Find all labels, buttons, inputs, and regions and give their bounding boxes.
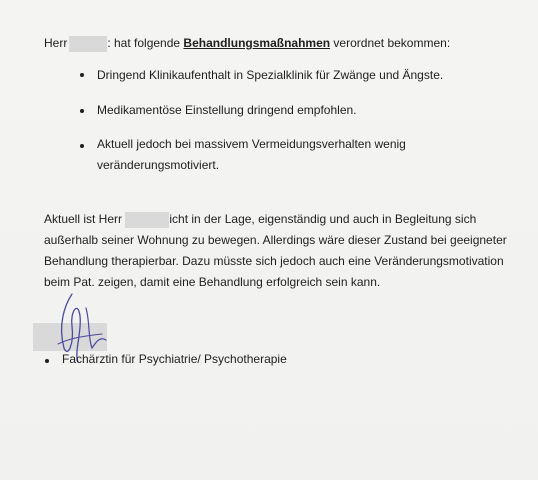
measure-item-1: Dringend Klinikaufenthalt in Spezialklinik für Zwänge und Ängste. — [97, 68, 444, 82]
intro-middle: : hat folgende — [107, 36, 184, 50]
bullet-dot — [45, 359, 49, 363]
treatment-measures-heading: Behandlungsmaßnahmen — [183, 36, 331, 50]
measure-item-2: Medikamentöse Einstellung dringend empfohlen. — [97, 103, 357, 117]
paragraph-line-1 — [44, 211, 476, 228]
paragraph-line-2: außerhalb seiner Wohnung zu bewegen. Allerdings wäre dieser Zustand bei geeigneter — [44, 233, 507, 247]
paragraph-line-3: Behandlung therapierbar. Dazu müsste sich jedoch auch eine Veränderungsmotivation — [44, 254, 504, 268]
redacted-name — [125, 212, 169, 228]
bullet-dot — [80, 73, 84, 77]
redacted-name — [69, 36, 107, 52]
intro-line — [44, 35, 450, 52]
paragraph-line-1-suffix: icht in der Lage, eigenständig und auch in Begleitung sich — [169, 212, 477, 226]
intro-prefix: Herr — [44, 36, 68, 50]
measure-item-3-line-2: veränderungsmotiviert. — [97, 158, 220, 172]
signatory-role: Fachärztin für Psychiatrie/ Psychotherapie — [62, 352, 287, 366]
paragraph-line-4: beim Pat. zeigen, damit eine Behandlung erfolgreich sein kann. — [44, 275, 381, 289]
intro-suffix: verordnet bekommen: — [330, 36, 451, 50]
bullet-dot — [80, 109, 84, 113]
bullet-dot — [80, 144, 84, 148]
paragraph-line-1-prefix: Aktuell ist Herr — [44, 212, 126, 226]
measure-item-3-line-1: Aktuell jedoch bei massivem Vermeidungsverhalten wenig — [97, 137, 406, 151]
